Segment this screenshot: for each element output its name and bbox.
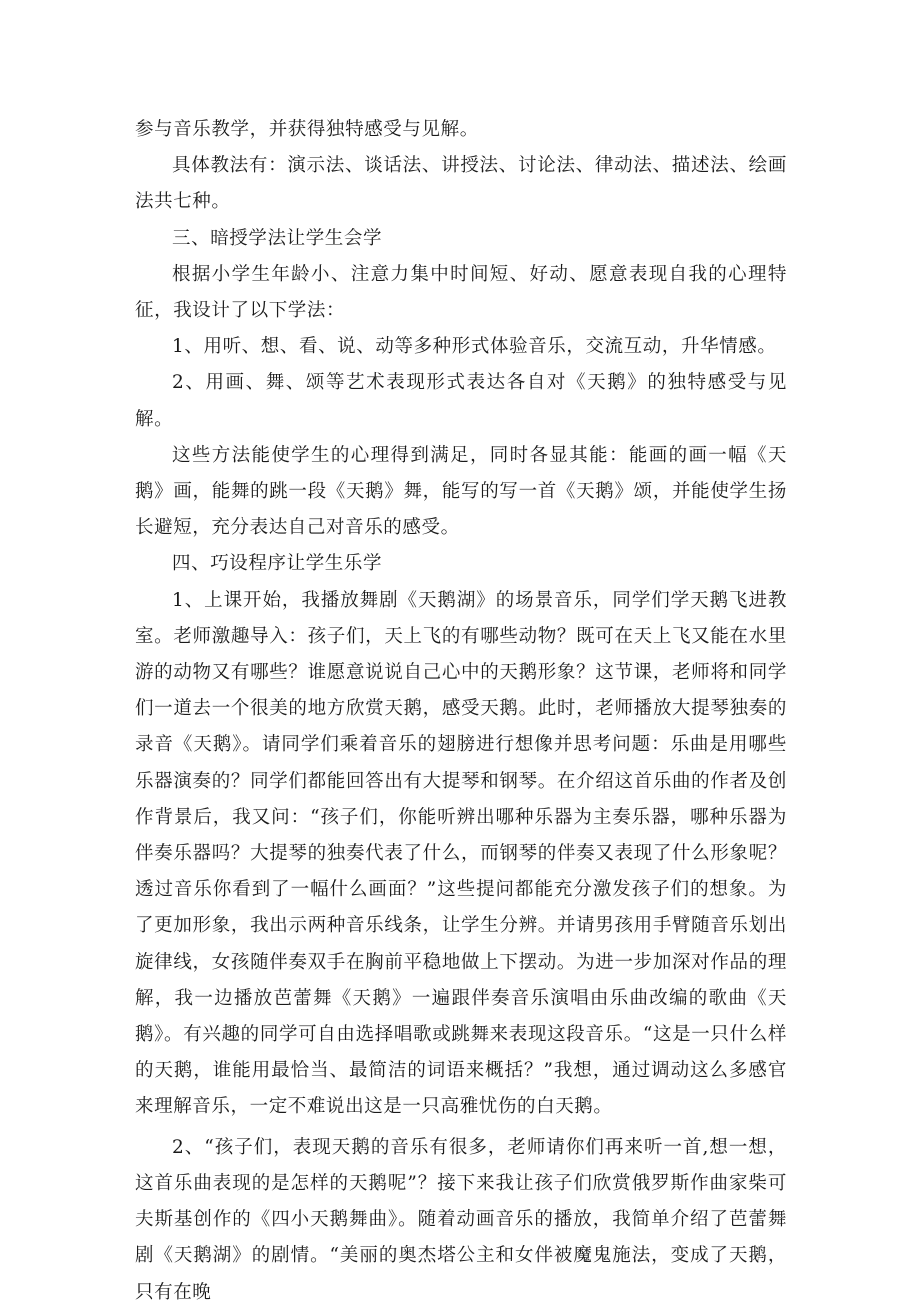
paragraph-procedure-1: 1、上课开始，我播放舞剧《天鹅湖》的场景音乐，同学们学天鹅飞进教室。老师激趣导入：孩子们，天上飞的有哪些动物？既可在天上飞又能在水里游的动物又有哪些？谁愿意说说自己心中的天鹅形象？这节课，老师将和同学们一道去一个很美的地方欣赏天鹅，感受天鹅。此时，老师播放大提琴独奏的录音《天鹅》。请同学们乘着音乐的翅膀进行想像并思考问题：乐曲是用哪些乐器演奏的？同学们都能回答出有大提琴和钢琴。在介绍这首乐曲的作者及创作背景后，我又问：“孩子们，你能听辨出哪种乐器为主奏乐器，哪种乐器为伴奏乐器吗？大提琴的独奏代表了什么，而钢琴的伴奏又表现了什么形象呢？透过音乐你看到了一幅什么画面？”这些提问都能充分激发孩子们的想象。为了更加形象，我出示两种音乐线条，让学生分辨。并请男孩用手臂随音乐划出旋律线，女孩随伴奏双手在胸前平稳地做上下摆动。为进一步加深对作品的理解，我一边播放芭蕾舞《天鹅》一遍跟伴奏音乐演唱由乐曲改编的歌曲《天鹅》。有兴趣的同学可自由选择唱歌或跳舞来表现这段音乐。“这是一只什么样的天鹅，谁能用最恰当、最简洁的词语来概括？”我想，通过调动这么多感官来理解音乐，一定不难说出这是一只高雅忧伤的白天鹅。 [135,589,787,1118]
paragraph-learning-intro: 根据小学生年龄小、注意力集中时间短、好动、愿意表现自我的心理特征，我设计了以下学法： [135,263,787,322]
paragraph-learning-item-2: 2、用画、舞、颂等艺术表现形式表达各自对《天鹅》的独特感受与见解。 [135,372,787,430]
paragraph-continuation: 参与音乐教学，并获得独特感受与见解。 [135,119,479,140]
paragraph-teaching-methods: 具体教法有：演示法、谈话法、讲授法、讨论法、律动法、描述法、绘画法共七种。 [135,155,787,213]
paragraph-procedure-2: 2、“孩子们，表现天鹅的音乐有很多，老师请你们再来听一首,想一想，这首乐曲表现的是怎样的天鹅呢”？接下来我让孩子们欣赏俄罗斯作曲家柴可夫斯基创作的《四小天鹅舞曲》。随着动画音乐的播放，我简单介绍了芭蕾舞剧《天鹅湖》的剧情。“美丽的奥杰塔公主和女伴被魔鬼施法，变成了天鹅，只有在晚 [135,1136,787,1303]
section-heading-4: 四、巧设程序让学生乐学 [172,553,383,575]
paragraph-learning-summary: 这些方法能使学生的心理得到满足，同时各显其能：能画的画一幅《天鹅》画，能舞的跳一段《天鹅》舞，能写的写一首《天鹅》颂，并能使学生扬长避短，充分表达自己对音乐的感受。 [135,444,787,539]
paragraph-learning-item-1: 1、用听、想、看、说、动等多种形式体验音乐，交流互动，升华情感。 [172,336,777,358]
section-heading-3: 三、暗授学法让学生会学 [172,227,383,249]
document-body [135,112,787,1311]
